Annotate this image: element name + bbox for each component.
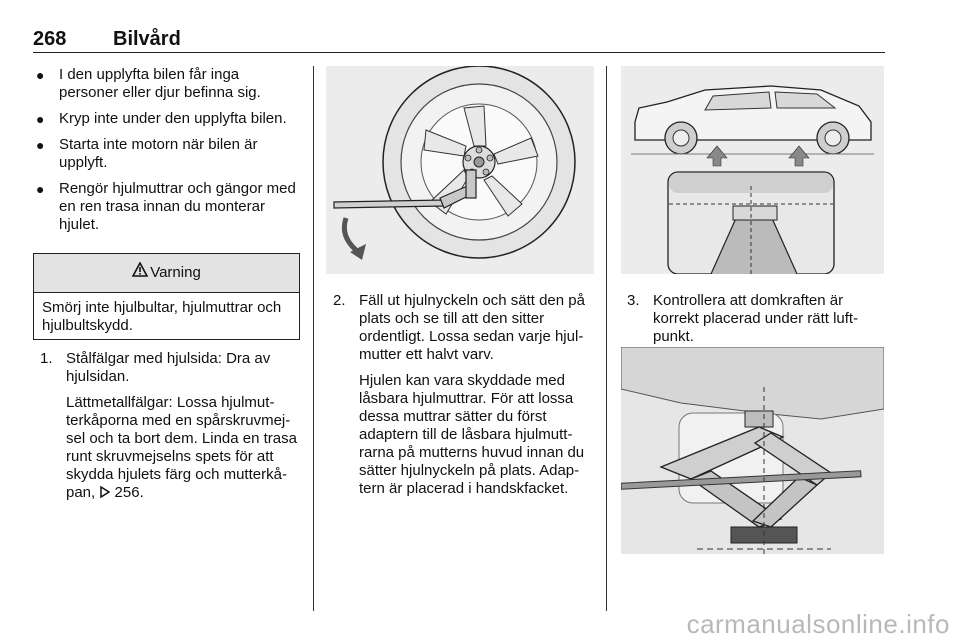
step-2	[333, 292, 595, 506]
warning-text: Smörj inte hjulbultar, hjulmuttrar och hjulbultskydd.	[42, 299, 282, 334]
warning-box	[33, 253, 300, 340]
page-header	[33, 28, 885, 53]
warning-header	[34, 254, 299, 293]
watermark: carmanualsonline.info	[686, 609, 950, 639]
step-text: Kontrollera att domkraften är korrekt placerad under rätt luftpunkt.	[653, 292, 859, 345]
bullet-icon: ●	[36, 137, 45, 153]
step-text: Hjulen kan vara skyddade med låsbara hjulmuttrar. För att lossa dessa muttrar sätter du först adaptern till de låsbara hjulmuttrarna på mutterns huvud innan du sätter hjulnyckeln på plats. Adaptern är placerad i handskfacket.	[359, 372, 585, 497]
step-3	[627, 292, 885, 354]
step-1	[40, 350, 302, 511]
page-ref-icon	[99, 485, 110, 503]
step-text: Lättmetallfälgar: Lossa hjulmutterkåporna med en spårskruvmejsel och ta bort dem. Linda en trasa runt skruvmejselns spets för att skydda hjulets färg och mutterkåpan,	[66, 394, 297, 501]
step-text: Fäll ut hjulnyckeln och sätt den på plats och se till att den sitter ordentligt. Lossa sedan varje hjulmutter ett halvt varv.	[359, 292, 585, 363]
page-title: Bilvård	[113, 28, 181, 50]
list-item: ● Kryp inte under den upplyfta bilen.	[36, 110, 287, 127]
step-number: 1.	[40, 350, 53, 367]
step-number: 3.	[627, 292, 640, 309]
bullet-icon: ●	[36, 67, 45, 83]
list-item: ● Rengör hjulmuttrar och gängor med en ren trasa innan du monterar hjulet.	[36, 180, 296, 233]
column-divider	[313, 66, 314, 611]
bullet-icon: ●	[36, 181, 45, 197]
column-divider	[606, 66, 607, 611]
bullet-list	[33, 66, 301, 242]
warning-title: Varning	[150, 264, 201, 281]
scissor-jack-illustration	[621, 347, 884, 554]
bullet-icon: ●	[36, 111, 45, 127]
car-jacking-points-illustration	[621, 66, 884, 274]
warning-triangle-icon	[132, 254, 148, 292]
page-reference[interactable]: 256.	[114, 484, 144, 501]
page-number: 268	[33, 28, 67, 50]
wheel-wrench-illustration	[326, 66, 594, 274]
list-item: ● Starta inte motorn när bilen är upplyft.	[36, 136, 258, 171]
list-item: ● I den upplyfta bilen får inga personer eller djur befinna sig.	[36, 66, 261, 101]
step-text: Stålfälgar med hjulsida: Dra av hjulsidan.	[66, 350, 271, 385]
step-number: 2.	[333, 292, 346, 309]
